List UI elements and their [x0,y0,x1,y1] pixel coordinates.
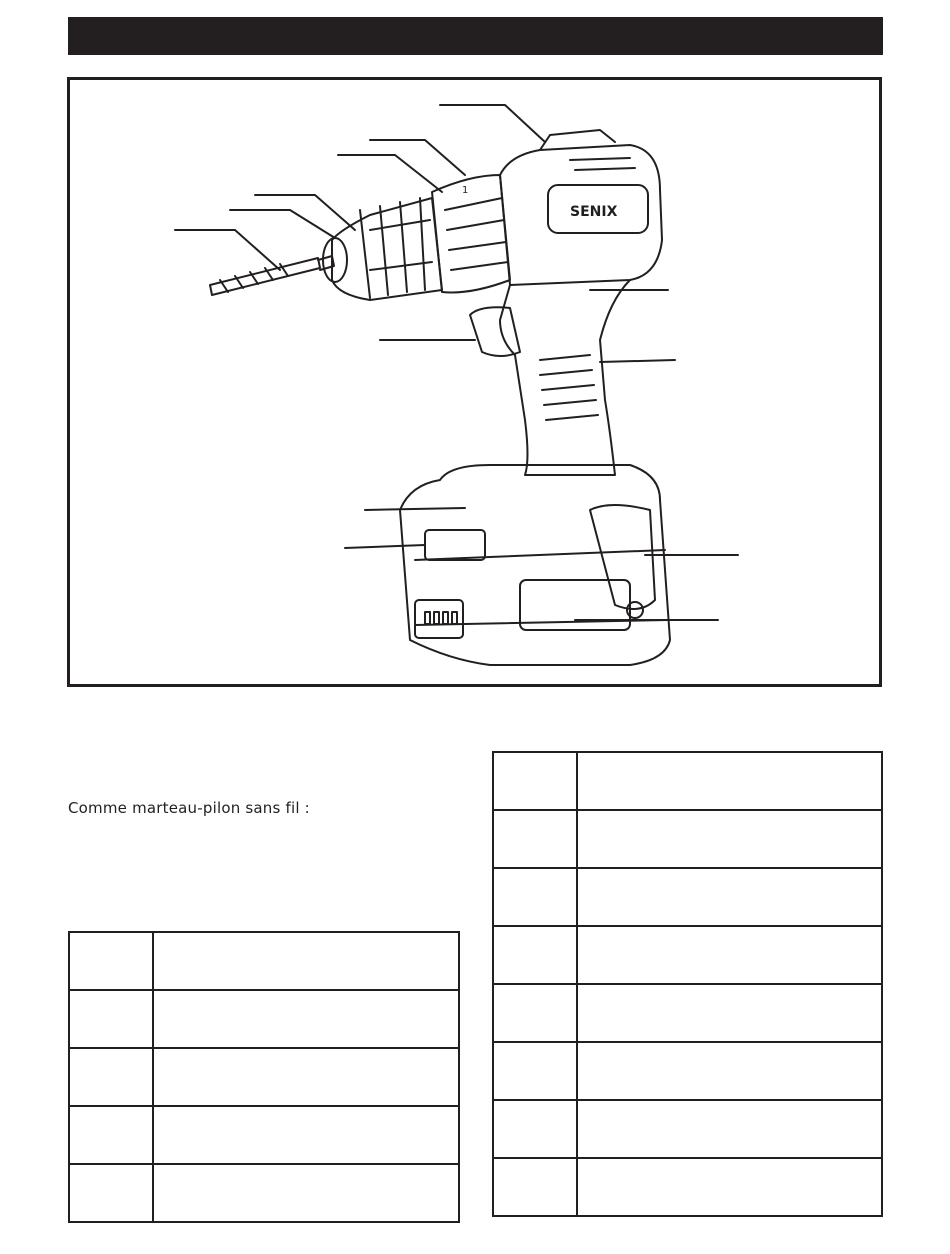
part-number [493,810,577,868]
parts-table-right [492,751,883,1217]
part-number [493,1042,577,1100]
part-label [577,752,882,810]
table-row [493,926,882,984]
part-number [493,752,577,810]
part-number [69,990,153,1048]
motor-housing-icon [500,130,662,285]
battery-pack-icon [400,465,670,665]
part-label [153,932,459,990]
part-number [69,1048,153,1106]
table-row [493,1158,882,1216]
table-row [69,1164,459,1222]
trigger-icon [470,307,520,356]
table-row [69,990,459,1048]
part-label [153,1164,459,1222]
part-label [577,1158,882,1216]
chuck-icon [323,198,442,300]
part-label [577,1042,882,1100]
part-label [577,1100,882,1158]
clutch-collar-icon [432,175,510,293]
part-label [153,990,459,1048]
table-row [493,1042,882,1100]
part-label [577,984,882,1042]
table-row [493,1100,882,1158]
part-label [577,810,882,868]
part-label [153,1048,459,1106]
parts-table-left [68,931,460,1223]
part-number [493,926,577,984]
table-row [69,1048,459,1106]
table-row [493,868,882,926]
part-number [493,984,577,1042]
svg-text:SENIX: SENIX [570,204,618,220]
table-row [493,810,882,868]
drill-illustration [70,80,879,684]
part-number [69,932,153,990]
part-label [577,926,882,984]
part-label [153,1106,459,1164]
part-label [577,868,882,926]
part-number [69,1164,153,1222]
intro-text: Comme marteau-pilon sans fil : [68,799,310,817]
svg-text:1: 1 [462,185,469,196]
drill-figure [67,77,882,687]
part-number [493,1100,577,1158]
part-number [493,868,577,926]
section-header-bar [68,17,883,55]
part-number [493,1158,577,1216]
table-row [493,752,882,810]
table-row [69,1106,459,1164]
table-row [493,984,882,1042]
part-number [69,1106,153,1164]
table-row [69,932,459,990]
handle-icon [500,280,630,475]
